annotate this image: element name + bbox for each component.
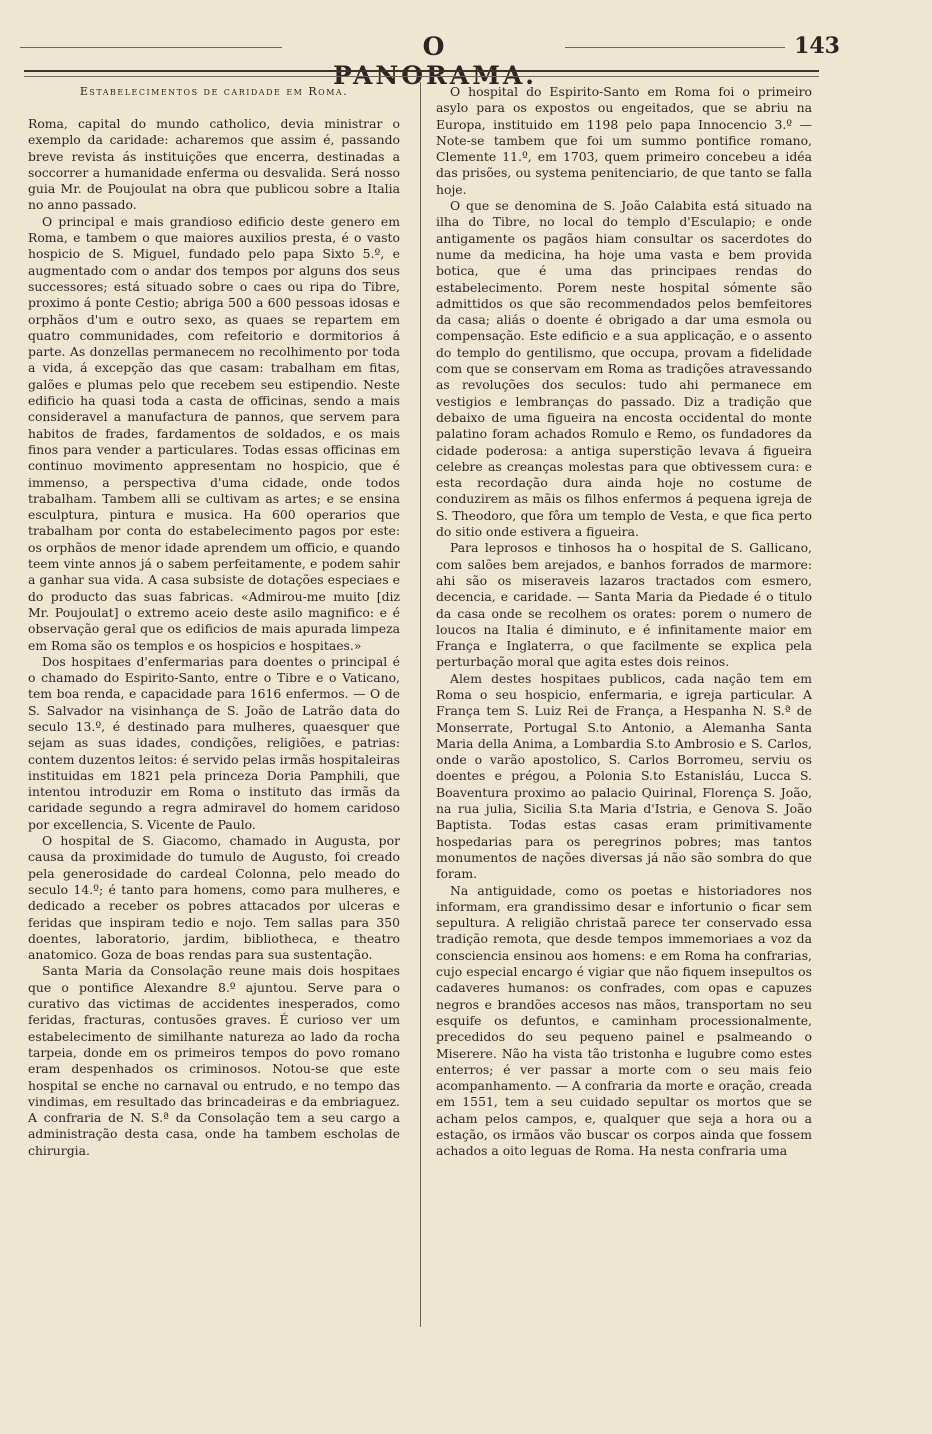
paragraph: Santa Maria da Consolação reune mais dois hospitaes que o pontifice Alexandre 8.º ajuntou. Serve para o curativo das victimas de accidentes inesperados, como feridas, fracturas, contusões graves. É curioso ver um estabelecimento de similhante natureza ao lado da rocha tarpeia, donde em os primeiros tempos do povo romano eram despenhados os criminosos. Notou-se que este hospital se enche no carnaval ou entrudo, e no tempo das vindimas, em resultado das brincadeiras e da embriaguez. A confraria de N. S.ª da Consolação tem a seu cargo a administração desta casa, onde ha tambem escholas de chirurgia. xyxy=(28,963,400,1158)
paragraph: O que se denomina de S. João Calabita está situado na ilha do Tibre, no local do templo d'Esculapio; e onde antigamente os pagãos hiam consultar os sacerdotes do nume da medicina, ha hoje uma vasta e bem provida botica, que é uma das principaes rendas do estabelecimento. Porem neste hospital sómente são admittidos os que são recommendados pelos bemfeitores da casa; aliás o doente é obrigado a dar uma esmola ou compensação. Este edificio e a sua applicação, e o assento do templo do gentilismo, que occupa, provam a fidelidade com que se conservam em Roma as tradições atravessando as revoluções dos seculos: tudo ahi permanece em vestigios e lembranças do passado. Diz a tradição que debaixo de uma figueira na encosta occidental do monte palatino foram achados Romulo e Remo, os fundadores da cidade poderosa: a antiga superstição levava á figueira celebre as creanças molestas para que obtivessem cura: e esta recordação dura ainda hoje no costume de conduzirem as mãis os filhos enfermos á pequena igreja de S. Theodoro, que fôra um templo de Vesta, e que fica perto do sitio onde estivera a figueira. xyxy=(436,198,812,540)
header-divider xyxy=(24,70,819,77)
header-left-rule xyxy=(20,47,282,48)
right-column xyxy=(436,84,812,1160)
page-title: O PANORAMA. xyxy=(333,32,537,90)
header-right-rule xyxy=(565,47,785,48)
left-column xyxy=(28,84,400,1159)
paragraph: O hospital de S. Giacomo, chamado in Augusta, por causa da proximidade do tumulo de Augusto, foi creado pela generosidade do cardeal Colonna, pelo meado do seculo 14.º; é tanto para homens, como para mulheres, e dedicado a receber os pobres attacados por ulceras e feridas que inspiram tedio e nojo. Tem sallas para 350 doentes, laboratorio, jardim, bibliotheca, e theatro anatomico. Goza de boas rendas para sua sustentação. xyxy=(28,833,400,963)
paragraph: Dos hospitaes d'enfermarias para doentes o principal é o chamado do Espirito-Santo, entre o Tibre e o Vaticano, tem boa renda, e capacidade para 1616 enfermos. — O de S. Salvador na visinhança de S. João de Latrão data do seculo 13.º, é destinado para mulheres, quaesquer que sejam as suas idades, condições, religiões, e patrias: contem duzentos leitos: é servido pelas irmãs hospitaleiras instituidas em 1821 pela princeza Doria Pamphili, que intentou introduzir em Roma o instituto das irmãs da caridade segundo a regra admiravel do homem caridoso por excellencia, S. Vicente de Paulo. xyxy=(28,653,400,832)
page-header xyxy=(20,32,900,90)
paragraph: Para leprosos e tinhosos ha o hospital de S. Gallicano, com salões bem arejados, e banhos forrados de marmore: ahi são os miseraveis lazaros tractados com esmero, decencia, e caridade. — Santa Maria da Piedade é o titulo da casa onde se recolhem os orates: porem o numero de loucos na Italia é diminuto, e é infinitamente maior em França e Inglaterra, o que facilmente se explica pela perturbação moral que agita estes dois reinos. xyxy=(436,540,812,670)
paragraph: O hospital do Espirito-Santo em Roma foi o primeiro asylo para os expostos ou engeitados, que se abriu na Europa, instituido em 1198 pelo papa Innocencio 3.º — Note-se tambem que foi um summo pontifice romano, Clemente 11.º, em 1703, quem primeiro concebeu a idéa das prisões, ou systema penitenciario, de que tanto se falla hoje. xyxy=(436,84,812,197)
column-divider xyxy=(420,82,421,1327)
page-number: 143 xyxy=(794,33,840,59)
article-heading: Estabelecimentos de caridade em Roma. xyxy=(79,85,349,98)
paragraph: Roma, capital do mundo catholico, devia ministrar o exemplo da caridade: acharemos que assim é, passando breve revista ás instituições que encerra, destinadas a soccorrer a humanidade enferma ou desvalida. Será nosso guia Mr. de Poujoulat na obra que publicou sobre a Italia no anno passado. xyxy=(28,116,400,213)
paragraph: Alem destes hospitaes publicos, cada nação tem em Roma o seu hospicio, enfermaria, e igreja particular. A França tem S. Luiz Rei de França, a Hespanha N. S.ª de Monserrate, Portugal S.to Antonio, a Alemanha Santa Maria della Anima, a Lombardia S.to Ambrosio e S. Carlos, onde o varão apostolico, S. Carlos Borromeu, serviu os doentes e prégou, a Polonia S.to Estanisláu, Lucca S. Boaventura proximo ao palacio Quirinal, Florença S. João, na rua julia, Sicilia S.ta Maria d'Istria, e Genova S. João Baptista. Todas estas casas eram primitivamente hospedarias para os peregrinos pobres; mas tantos monumentos de nações diversas já não são sombra do que foram. xyxy=(436,670,812,882)
paragraph: Na antiguidade, como os poetas e historiadores nos informam, era grandissimo desar e infortunio o ficar sem sepultura. A religião christaã parece ter conservado essa tradição remota, que desde tempos immemoriaes a voz da consciencia ensinou aos homens: e em Roma ha confrarias, cujo especial encargo é vigiar que não fiquem insepultos os cadaveres humanos: os confrades, com opas e capuzes negros e brandões accesos nas mãos, transportam no seu esquife os defuntos, e caminham processionalmente, precedidos do seu pequeno painel e psalmeando o Miserere. Não ha vista tão tristonha e lugubre como estes enterros; é ver passar a morte com o seu mais feio acompanhamento. — A confraria da morte e oração, creada em 1551, tem a seu cuidado sepultar os mortos que se acham pelos campos, e, qualquer que seja a hora ou a estação, os irmãos vão buscar os corpos ainda que fossem achados a oito leguas de Roma. Ha nesta confraria uma xyxy=(436,882,812,1159)
paragraph: O principal e mais grandioso edificio deste genero em Roma, e tambem o que maiores auxilios presta, é o vasto hospicio de S. Miguel, fundado pelo papa Sixto 5.º, e augmentado com o andar dos tempos por alguns dos seus successores; está situado sobre o caes ou ripa do Tibre, proximo á ponte Cestio; abriga 500 a 600 pessoas idosas e orphãos d'um e outro sexo, as quaes se repartem em quatro communidades, com refeitorio e dormitorios á parte. As donzellas permanecem no recolhimento por toda a vida, á excepção das que casam: trabalham em fitas, galões e plumas pelo que recebem seu estipendio. Neste edificio ha quasi toda a casta de officinas, sendo a mais consideravel a manufactura de pannos, que servem para habitos de frades, fardamentos de soldados, e os mais finos para vender a particulares. Todas essas officinas em continuo movimento appresentam no hospicio, que é immenso, a perspectiva d'uma cidade, onde todos trabalham. Tambem alli se cultivam as artes; e se ensina esculptura, pintura e musica. Ha 600 operarios que trabalham por conta do estabelecimento pagos por este: os orphãos de menor idade aprendem um officio, e quando teem vinte annos já o sabem perfeitamente, e podem sahir a ganhar sua vida. A casa subsiste de dotações especiaes e do producto das suas fabricas. «Admirou-me muito [diz Mr. Poujoulat] o extremo aceio deste asilo magnifico: e é observação geral que os edificios de mais apurada limpeza em Roma são os templos e os hospicios e hospitaes.» xyxy=(28,213,400,653)
